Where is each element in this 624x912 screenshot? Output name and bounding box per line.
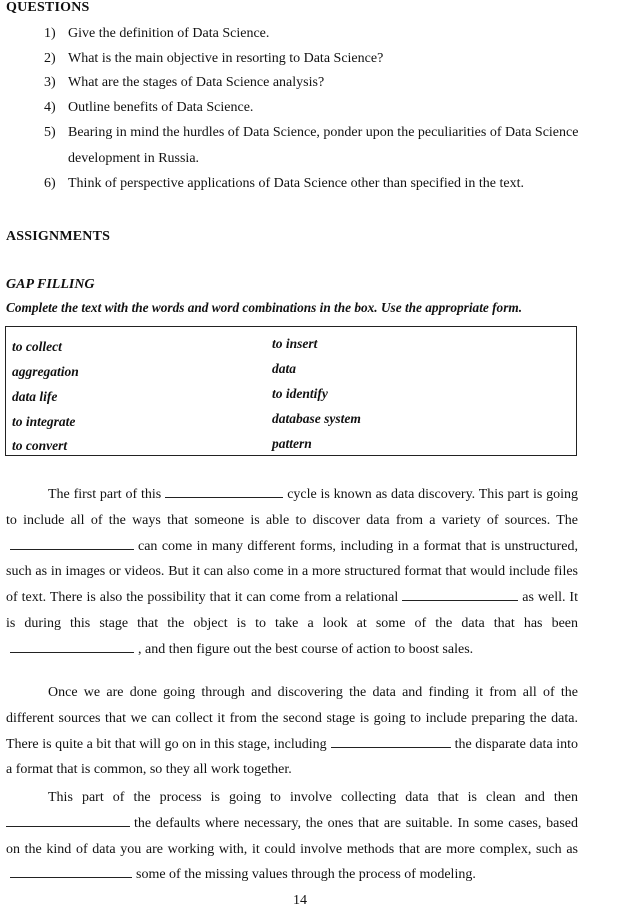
questions-heading: QUESTIONS [6, 0, 90, 15]
question-item: 6) Think of perspective applications of Data Science other than specified in the text. [44, 176, 525, 191]
word-box-item: aggregation [12, 364, 79, 379]
questions-list [44, 22, 604, 197]
word-box-item: to integrate [12, 414, 76, 429]
instruction-text: Complete the text with the words and word combinations in the box. Use the appropriate form. [6, 300, 523, 315]
gap-blank [402, 586, 518, 601]
word-box-item: to convert [12, 438, 68, 453]
word-box-item: database system [272, 411, 361, 426]
question-item: 4) Outline benefits of Data Science. [44, 99, 254, 115]
word-box-item: data life [12, 389, 58, 404]
gap-filling-title: GAP FILLING [6, 277, 95, 292]
gap-blank [165, 483, 283, 498]
word-box-item: to insert [272, 336, 318, 351]
gap-blank [331, 733, 451, 748]
text-paragraph: The first part of this cycle is known as data discovery. This part is going to include all of the ways that someone is able to discover data from a variety of sources. Thecan come in many different forms, including in a format that is unstructured, such as in images or videos. But it can also come in a more structured format that would include files of text. There is also the possibility that it can come from a relational as well. It is during this stage that the object is to take a look at some of the data that has been, and then figure out the best course of action to boost sales. [6, 482, 578, 663]
gap-blank [10, 863, 132, 878]
word-box-item: pattern [272, 436, 312, 451]
gap-blank [10, 535, 134, 550]
text-paragraph: This part of the process is going to involve collecting data that is clean and then the defaults where necessary, the ones that are suitable. In some cases, based on the kind of data you are working with, it could involve methods that are more complex, such assome of the missing values through the process of modeling. [6, 790, 578, 883]
word-box-item: to collect [12, 339, 62, 354]
text-paragraph: Once we are done going through and discovering the data and finding it from all of the different sources that we can collect it from the second stage is going to include preparing the data. There is quite a bit that will go on in this stage, including the disparate data into a format that is common, so they all work together. [6, 685, 578, 778]
page-number: 14 [293, 893, 307, 908]
question-item: 5) Bearing in mind the hurdles of Data Science, ponder upon the peculiarities of Data Science development in Russia. [44, 125, 579, 166]
question-item: 2) What is the main objective in resorting to Data Science? [44, 50, 384, 66]
word-box-item: data [272, 361, 297, 376]
word-box-item: to identify [272, 386, 328, 401]
question-item: 3) What are the stages of Data Science analysis? [44, 75, 325, 90]
gap-blank [6, 812, 130, 827]
gap-blank [10, 638, 134, 653]
question-item: 1) Give the definition of Data Science. [44, 26, 270, 41]
word-box [5, 326, 577, 456]
assignments-heading: ASSIGNMENTS [6, 229, 111, 244]
